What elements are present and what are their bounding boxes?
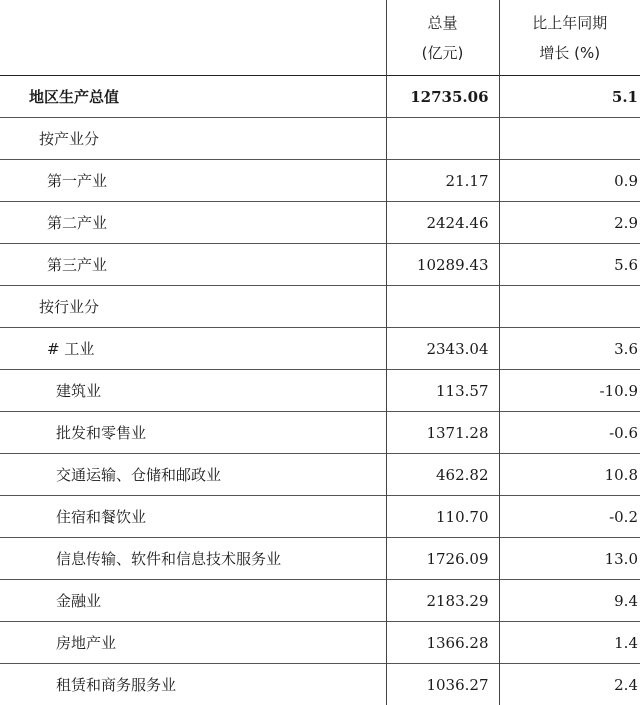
row-total	[386, 118, 499, 160]
row-growth	[499, 118, 640, 160]
row-label: 住宿和餐饮业	[0, 496, 386, 538]
row-growth: 10.8	[499, 454, 640, 496]
row-label: 按产业分	[0, 118, 386, 160]
row-label: 第一产业	[0, 160, 386, 202]
header-growth	[499, 0, 640, 76]
table-row	[0, 160, 640, 202]
row-growth: 13.0	[499, 538, 640, 580]
row-growth: 1.4	[499, 622, 640, 664]
row-growth: -10.9	[499, 370, 640, 412]
row-label: 租赁和商务服务业	[0, 664, 386, 705]
table-row	[0, 454, 640, 496]
row-growth: 0.9	[499, 160, 640, 202]
row-growth: 2.9	[499, 202, 640, 244]
row-total: 2424.46	[386, 202, 499, 244]
row-total: 462.82	[386, 454, 499, 496]
row-growth	[499, 286, 640, 328]
row-label: 交通运输、仓储和邮政业	[0, 454, 386, 496]
row-total: 12735.06	[386, 76, 499, 118]
table-row	[0, 76, 640, 118]
row-label: 批发和零售业	[0, 412, 386, 454]
row-growth: 9.4	[499, 580, 640, 622]
row-label: 信息传输、软件和信息技术服务业	[0, 538, 386, 580]
table-row	[0, 118, 640, 160]
row-total: 2343.04	[386, 328, 499, 370]
row-growth: 5.6	[499, 244, 640, 286]
header-total-line1: 总量	[427, 13, 458, 32]
table-row	[0, 664, 640, 705]
header-growth-line1: 比上年同期	[532, 13, 608, 32]
row-total: 110.70	[386, 496, 499, 538]
row-total: 113.57	[386, 370, 499, 412]
table-row	[0, 370, 640, 412]
row-total: 1036.27	[386, 664, 499, 705]
row-label: 金融业	[0, 580, 386, 622]
header-total	[386, 0, 499, 76]
header-total-line2: (亿元)	[421, 43, 464, 62]
row-label: 地区生产总值	[0, 76, 386, 118]
header-empty-cell	[0, 0, 386, 76]
table-row	[0, 202, 640, 244]
row-total: 21.17	[386, 160, 499, 202]
row-total: 2183.29	[386, 580, 499, 622]
table-row	[0, 412, 640, 454]
table-row	[0, 622, 640, 664]
row-growth: -0.2	[499, 496, 640, 538]
row-growth: 3.6	[499, 328, 640, 370]
row-growth: -0.6	[499, 412, 640, 454]
row-label: 按行业分	[0, 286, 386, 328]
row-label: 第三产业	[0, 244, 386, 286]
header-growth-line2: 增长 (%)	[539, 43, 601, 62]
table-header-row	[0, 0, 640, 76]
row-total: 1366.28	[386, 622, 499, 664]
table-row	[0, 580, 640, 622]
row-label: 建筑业	[0, 370, 386, 412]
table-row	[0, 496, 640, 538]
row-total: 10289.43	[386, 244, 499, 286]
row-label: # 工业	[0, 328, 386, 370]
table-row	[0, 244, 640, 286]
table-row	[0, 328, 640, 370]
row-total: 1371.28	[386, 412, 499, 454]
row-label: 第二产业	[0, 202, 386, 244]
row-growth: 2.4	[499, 664, 640, 705]
table-row	[0, 538, 640, 580]
table-row	[0, 286, 640, 328]
row-growth: 5.1	[499, 76, 640, 118]
row-total	[386, 286, 499, 328]
row-label: 房地产业	[0, 622, 386, 664]
row-total: 1726.09	[386, 538, 499, 580]
